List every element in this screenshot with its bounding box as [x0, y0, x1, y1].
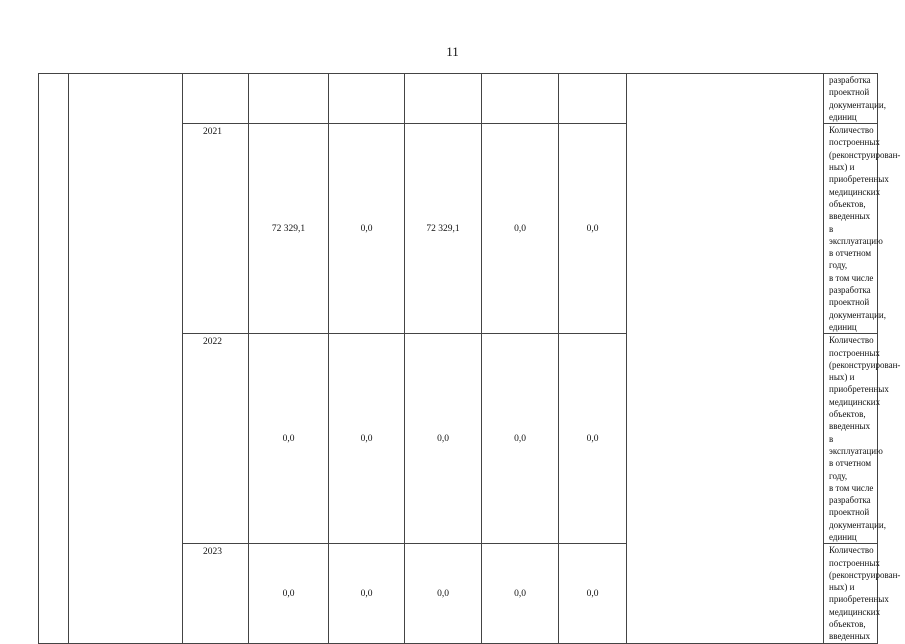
total-funding-cell: 0,0	[249, 334, 329, 544]
table-row	[39, 74, 878, 124]
indicator-cell	[824, 74, 886, 124]
indicator-cell	[824, 124, 901, 334]
indicator-text: Количество построенных (реконструирован- ных) и приобретенных медицинских объектов, введенных в эксплуатацию в отчетном году, в том числе разработка проектной документации, единиц	[829, 125, 901, 332]
federal-budget-cell	[329, 74, 405, 124]
federal-budget-cell: 0,0	[329, 124, 405, 334]
other-sources-cell	[559, 74, 627, 124]
total-funding-cell: 0,0	[249, 544, 329, 644]
indicator-cell	[824, 334, 901, 544]
local-budget-cell: 0,0	[482, 334, 559, 544]
indicator-cell	[824, 544, 901, 644]
local-budget-cell: 0,0	[482, 124, 559, 334]
regional-budget-cell	[405, 74, 482, 124]
year-cell	[183, 74, 249, 124]
local-budget-cell: 0,0	[482, 544, 559, 644]
executor-cell	[627, 74, 824, 644]
page-number: 11	[446, 44, 459, 59]
regional-budget-cell: 72 329,1	[405, 124, 482, 334]
other-sources-cell: 0,0	[559, 124, 627, 334]
indicator-text: разработка проектной документации, единиц	[829, 75, 886, 122]
local-budget-cell	[482, 74, 559, 124]
measure-name-cell	[69, 74, 183, 644]
other-sources-cell: 0,0	[559, 334, 627, 544]
other-sources-cell: 0,0	[559, 544, 627, 644]
indicator-text: Количество построенных (реконструирован- ных) и приобретенных медицинских объектов, введенных	[829, 545, 901, 642]
federal-budget-cell: 0,0	[329, 544, 405, 644]
year-cell: 2022	[183, 334, 249, 544]
total-funding-cell: 72 329,1	[249, 124, 329, 334]
row-number-cell	[39, 74, 69, 644]
year-cell: 2021	[183, 124, 249, 334]
year-cell: 2023	[183, 544, 249, 644]
regional-budget-cell: 0,0	[405, 544, 482, 644]
federal-budget-cell: 0,0	[329, 334, 405, 544]
regional-budget-cell: 0,0	[405, 334, 482, 544]
total-funding-cell	[249, 74, 329, 124]
indicator-text: Количество построенных (реконструирован- ных) и приобретенных медицинских объектов, введенных в эксплуатацию в отчетном году, в том числе разработка проектной документации, единиц	[829, 335, 901, 542]
program-table	[38, 73, 901, 644]
